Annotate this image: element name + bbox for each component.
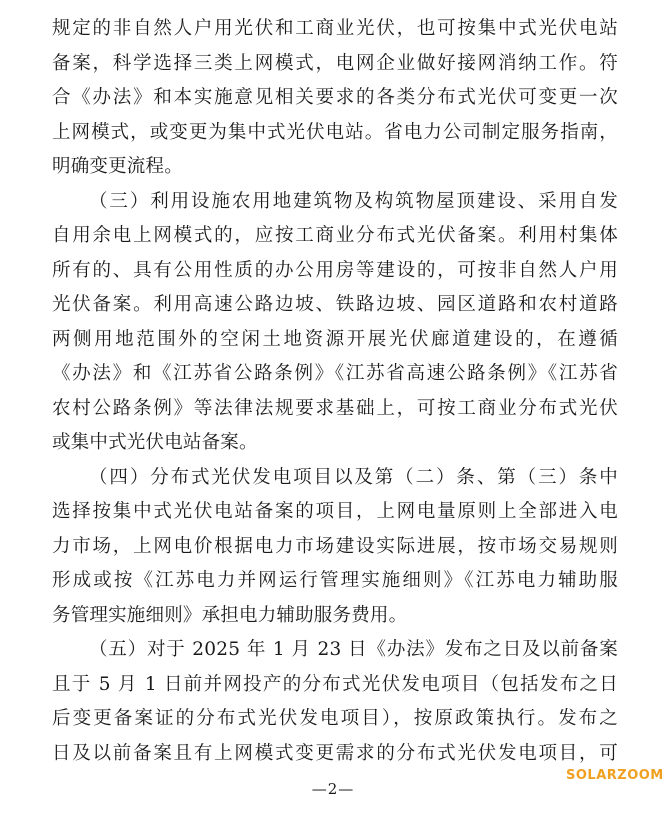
paragraph-3-line-1: （四）分布式光伏发电项目以及第（二）条、第（三）条中 [89, 466, 618, 488]
paragraph-2-line-6: 《办法》和《江苏省公路条例》《江苏省高速公路条例》《江苏省 [52, 363, 618, 384]
paragraph-3-line-3: 力市场，上网电价根据电力市场建设实际进展，按市场交易规则 [52, 535, 618, 557]
paragraph-4-line-4: 日及以前备案且有上网模式变更需求的分布式光伏发电项目，可 [52, 742, 618, 764]
paragraph-1-line-3: 合《办法》和本实施意见相关要求的各类分布式光伏可变更一次 [52, 87, 618, 108]
page-number: —2— [311, 780, 355, 798]
paragraph-4-line-2: 且于 5 月 1 日前并网投产的分布式光伏发电项目（包括发布之日 [52, 673, 618, 695]
paragraph-1-line-4: 上网模式，或变更为集中式光伏电站。省电力公司制定服务指南， [52, 121, 618, 143]
paragraph-4-line-3: 后变更备案证的分布式光伏发电项目），按原政策执行。发布之 [52, 708, 618, 729]
paragraph-4-line-1: （五）对于 2025 年 1 月 23 日《办法》发布之日及以前备案 [89, 639, 618, 660]
paragraph-3-line-2: 选择按集中式光伏电站备案的项目，上网电量原则上全部进入电 [52, 501, 618, 522]
watermark-logo: SOLARZOOM [566, 768, 664, 783]
paragraph-2-line-5: 两侧用地范围外的空闲土地资源开展光伏廊道建设的，在遵循 [52, 328, 618, 350]
paragraph-3-line-5: 务管理实施细则》承担电力辅助服务费用。 [52, 604, 408, 626]
paragraph-2-line-4: 光伏备案。利用高速公路边坡、铁路边坡、园区道路和农村道路 [52, 294, 618, 315]
paragraph-2-line-2: 自用余电上网模式的，应按工商业分布式光伏备案。利用村集体 [52, 225, 618, 246]
body-text [52, 12, 618, 771]
paragraph-2-line-7: 农村公路条例》等法律法规要求基础上，可按工商业分布式光伏 [52, 397, 618, 419]
paragraph-2-line-3: 所有的、具有公用性质的办公用房等建设的，可按非自然人户用 [52, 259, 618, 281]
paragraph-2-line-8: 或集中式光伏电站备案。 [52, 432, 258, 453]
paragraph-3-line-4: 形成或按《江苏电力并网运行管理实施细则》《江苏电力辅助服 [52, 570, 618, 591]
paragraph-1-line-1: 规定的非自然人户用光伏和工商业光伏，也可按集中式光伏电站 [52, 18, 618, 39]
paragraph-1-line-5: 明确变更流程。 [52, 156, 183, 177]
paragraph-2-line-1: （三）利用设施农用地建筑物及构筑物屋顶建设、采用自发 [89, 190, 618, 212]
paragraph-1-line-2: 备案，科学选择三类上网模式，电网企业做好接网消纳工作。符 [52, 52, 618, 74]
